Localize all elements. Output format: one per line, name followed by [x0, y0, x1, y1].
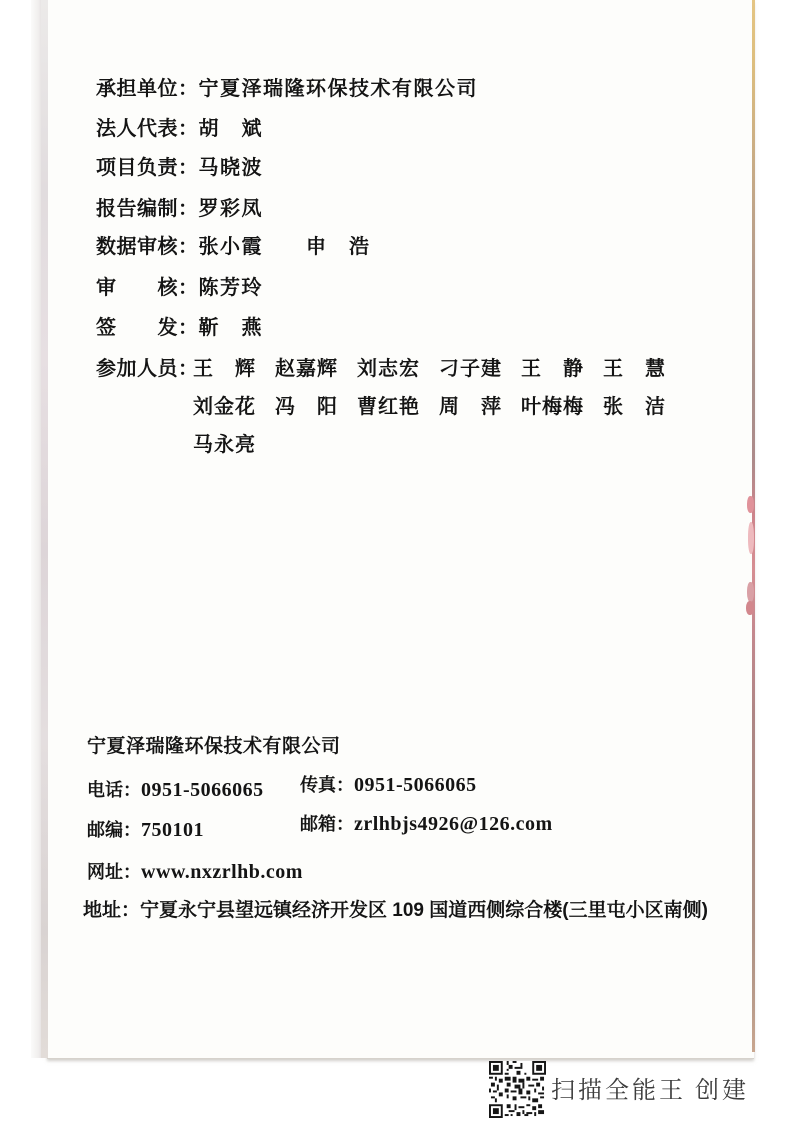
camscanner-watermark-label: 扫描全能王 创建: [551, 1078, 749, 1104]
field-value: 罗彩凤: [198, 198, 263, 220]
phone-value: 0951-5066065: [141, 779, 264, 801]
participant-name: 曹红艳: [357, 396, 420, 418]
phone-label: 电话：: [87, 780, 141, 800]
field-undertaking-unit: [96, 78, 478, 100]
field-issuer: [96, 317, 263, 339]
participant-name: 周 萍: [439, 396, 502, 418]
participants-row-3: [193, 434, 256, 456]
scan-edge-ink-mark: [748, 522, 754, 554]
participant-name: 冯 阳: [275, 396, 338, 418]
field-label: 审 核：: [96, 277, 199, 299]
participant-name: 王 慧: [603, 358, 666, 380]
postcode-label: 邮编：: [87, 820, 141, 840]
participant-name: 叶梅梅: [521, 396, 584, 418]
field-value: 宁夏泽瑞隆环保技术有限公司: [198, 78, 478, 100]
footer-phone: [87, 779, 264, 801]
participant-name: 刘金花: [193, 396, 256, 418]
footer-postcode: [87, 819, 204, 841]
field-label: 数据审核：: [96, 236, 199, 258]
participants-label: [96, 358, 199, 380]
participant-name: 刘志宏: [357, 358, 420, 380]
participant-name: 赵嘉辉: [275, 358, 338, 380]
participants-row-2: [193, 396, 666, 418]
field-label: 承担单位：: [96, 78, 199, 100]
field-legal-representative: [96, 118, 263, 140]
field-data-reviewer: [96, 236, 371, 258]
scan-edge-ink-mark: [746, 601, 754, 615]
participants-row-1: [193, 358, 666, 380]
field-label: 项目负责：: [96, 157, 199, 179]
participant-name: 马永亮: [193, 434, 256, 456]
fax-value: 0951-5066065: [354, 774, 477, 796]
field-value: 胡 斌: [198, 118, 263, 140]
website-value: www.nxzrlhb.com: [141, 861, 303, 883]
postcode-value: 750101: [141, 819, 204, 841]
footer-website: [87, 861, 303, 883]
fax-label: 传真：: [300, 775, 354, 795]
footer-email: [300, 813, 553, 835]
scan-edge-ink-mark: [747, 496, 754, 513]
field-label: 签 发：: [96, 317, 199, 339]
field-reviewer: [96, 277, 263, 299]
address-label: 地址：: [83, 900, 141, 921]
field-report-compiler: [96, 198, 263, 220]
website-label: 网址：: [87, 862, 141, 882]
participant-name: 刁子建: [439, 358, 502, 380]
field-value: 靳 燕: [198, 317, 263, 339]
field-label: 报告编制：: [96, 198, 199, 220]
footer-company-name: 宁夏泽瑞隆环保技术有限公司: [87, 736, 341, 757]
field-value: 张小霞 申 浩: [198, 236, 371, 258]
field-label: 参加人员：: [96, 358, 199, 380]
participant-name: 张 洁: [603, 396, 666, 418]
email-label: 邮箱：: [300, 814, 354, 834]
field-value: 陈芳玲: [198, 277, 263, 299]
camscanner-qr-code-icon: [489, 1061, 546, 1118]
participant-name: 王 辉: [193, 358, 256, 380]
address-value: 宁夏永宁县望远镇经济开发区 109 国道西侧综合楼(三里屯小区南侧): [140, 900, 708, 921]
scan-edge-ink-mark: [747, 582, 754, 602]
scan-left-edge-shadow: [41, 0, 48, 1058]
email-value: zrlhbjs4926@126.com: [354, 813, 553, 835]
participant-name: 王 静: [521, 358, 584, 380]
field-project-lead: [96, 157, 263, 179]
field-label: 法人代表：: [96, 118, 199, 140]
footer-fax: [300, 774, 477, 796]
footer-address: [83, 900, 708, 922]
field-value: 马晓波: [198, 157, 263, 179]
